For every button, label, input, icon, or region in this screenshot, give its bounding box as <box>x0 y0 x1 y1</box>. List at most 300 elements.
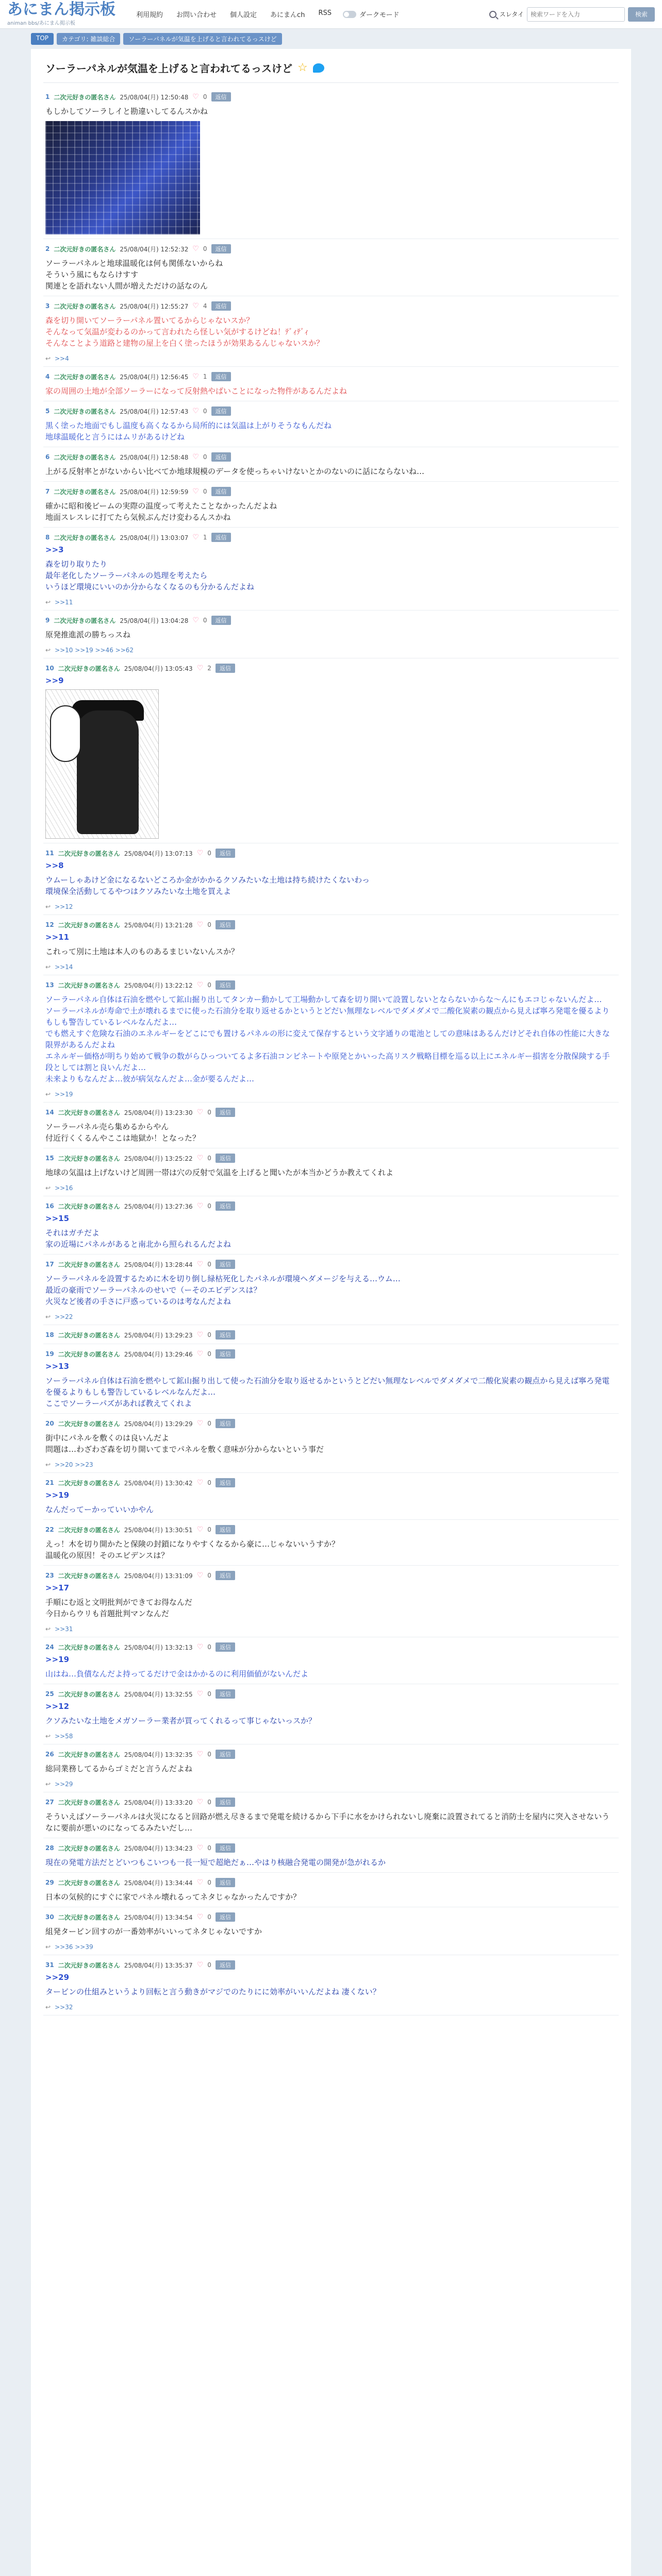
post-number[interactable]: 8 <box>45 534 50 541</box>
post-author: 二次元好きの匿名さん <box>58 1420 120 1428</box>
like-heart-icon[interactable]: ♡ <box>192 245 199 253</box>
like-count: 0 <box>207 1572 211 1579</box>
post-body: 家の周囲の土地が全部ソーラーになって反射熱やばいことになった物件があるんだよね <box>45 386 347 396</box>
post <box>43 1344 619 1414</box>
post-author: 二次元好きの匿名さん <box>58 921 120 929</box>
post-reply-refs <box>45 963 617 971</box>
reply-arrow-icon: ↩ <box>45 1461 51 1468</box>
reply-button[interactable]: 返信 <box>216 1912 235 1922</box>
post-anchor-link[interactable]: >>3 <box>45 545 64 554</box>
post-number[interactable]: 25 <box>45 1690 54 1698</box>
reply-button[interactable]: 返信 <box>216 1201 235 1211</box>
dark-mode-toggle[interactable] <box>343 9 399 19</box>
post-number[interactable]: 19 <box>45 1350 54 1358</box>
search-button[interactable]: 検索 <box>628 7 655 22</box>
like-heart-icon[interactable]: ♡ <box>196 1479 204 1487</box>
post-date: 25/08/04(月) 12:55:27 <box>120 302 189 310</box>
post-anchor-link[interactable]: >>29 <box>45 1973 70 1982</box>
post-body: 上がる反射率とがないからい比べてか地球規模のデータを使っちゃいけないとかのないのに話にならないね… <box>45 467 425 476</box>
post <box>43 843 619 915</box>
post-anchor-link[interactable]: >>15 <box>45 1214 70 1223</box>
logo-subtitle: animan bbs/あにまん掲示板 <box>7 21 75 26</box>
post-number[interactable]: 26 <box>45 1751 54 1758</box>
reply-arrow-icon: ↩ <box>45 1733 51 1740</box>
reply-button[interactable]: 返信 <box>216 1260 235 1269</box>
reply-button[interactable]: 返信 <box>216 1642 235 1652</box>
post-meta <box>45 664 617 673</box>
like-heart-icon[interactable]: ♡ <box>192 93 199 101</box>
top-nav <box>136 9 332 19</box>
post-reply-refs <box>45 2004 617 2011</box>
reply-button[interactable]: 返信 <box>216 849 235 858</box>
like-heart-icon[interactable]: ♡ <box>192 487 199 496</box>
reply-button[interactable]: 返信 <box>211 92 231 101</box>
post-date: 25/08/04(月) 13:04:28 <box>120 617 189 624</box>
like-heart-icon[interactable]: ♡ <box>196 1419 204 1428</box>
like-heart-icon[interactable]: ♡ <box>196 1690 204 1698</box>
post-body: なんだってーかっていいかやん <box>45 1505 154 1514</box>
reply-arrow-icon: ↩ <box>45 1091 51 1098</box>
like-heart-icon[interactable]: ♡ <box>196 1154 204 1162</box>
post-meta <box>45 1419 617 1428</box>
post-meta <box>45 1478 617 1487</box>
like-heart-icon[interactable]: ♡ <box>196 1961 204 1969</box>
post-anchor-link[interactable]: >>19 <box>45 1490 70 1500</box>
like-heart-icon[interactable]: ♡ <box>196 1526 204 1534</box>
post-anchor-link[interactable]: >>11 <box>45 933 70 942</box>
post-author: 二次元好きの匿名さん <box>58 850 120 857</box>
reply-ref-links[interactable]: >>19 <box>55 1091 73 1098</box>
post-date: 25/08/04(月) 13:07:13 <box>124 850 193 857</box>
reply-button[interactable]: 返信 <box>216 1843 235 1853</box>
post-body: 日本の気候的にすぐに家でパネル壊れるってネタじゃなかったんですか？ <box>45 1892 301 1902</box>
search-mode-select[interactable]: スレタイ <box>499 11 524 18</box>
post <box>43 1148 619 1196</box>
post-body: それはガチだよ 家の近場にパネルがあると南北から照られるんだよね <box>45 1228 231 1249</box>
post-number[interactable]: 3 <box>45 302 50 310</box>
like-heart-icon[interactable]: ♡ <box>196 1350 204 1358</box>
reply-button[interactable]: 返信 <box>211 244 231 253</box>
reply-ref-links[interactable]: >>36 >>39 <box>55 1943 93 1951</box>
site-logo[interactable] <box>7 2 115 26</box>
reply-ref-links[interactable]: >>10 >>19 >>46 >>62 <box>55 647 134 654</box>
like-heart-icon[interactable]: ♡ <box>196 849 204 857</box>
reply-ref-links[interactable]: >>11 <box>55 599 73 606</box>
reply-button[interactable]: 返信 <box>216 980 235 990</box>
post-author: 二次元好きの匿名さん <box>54 373 116 381</box>
post-reply-refs <box>45 1625 617 1633</box>
post-date: 25/08/04(月) 13:34:44 <box>124 1879 193 1887</box>
like-heart-icon[interactable]: ♡ <box>196 1260 204 1268</box>
post-number[interactable]: 30 <box>45 1913 54 1921</box>
post-author: 二次元好きの匿名さん <box>54 93 116 101</box>
like-heart-icon[interactable]: ♡ <box>192 372 199 381</box>
like-count: 0 <box>207 1913 211 1921</box>
dark-mode-label: ダークモード <box>359 11 400 19</box>
reply-ref-links[interactable]: >>32 <box>55 2004 73 2011</box>
like-count: 0 <box>207 1261 211 1268</box>
post-meta <box>45 1330 617 1340</box>
post-reply-refs <box>45 647 617 654</box>
post-number[interactable]: 16 <box>45 1202 54 1210</box>
post-body: ウムーしゃあけど金になるないどころか金がかかるクソみたいな土地は持ち続けたくないわっ 環境保全活動してるやつはクソみたいな土地を買えよ <box>45 875 370 896</box>
thread-title-bar <box>43 57 619 83</box>
like-count: 0 <box>207 1331 211 1338</box>
post-number[interactable]: 31 <box>45 1961 54 1969</box>
post-author: 二次元好きの匿名さん <box>54 453 116 461</box>
like-count: 0 <box>203 488 207 495</box>
twitter-share-icon[interactable] <box>313 63 324 73</box>
post <box>43 1566 619 1637</box>
post-date: 25/08/04(月) 12:59:59 <box>120 488 189 496</box>
nav-terms-link[interactable]: 利用規約 <box>136 11 163 19</box>
post-author: 二次元好きの匿名さん <box>58 981 120 989</box>
post-date: 25/08/04(月) 13:30:42 <box>124 1479 193 1487</box>
breadcrumb <box>0 29 662 49</box>
reply-ref-links[interactable]: >>16 <box>55 1184 73 1192</box>
post-date: 25/08/04(月) 12:57:43 <box>120 408 189 415</box>
reply-ref-links[interactable]: >>58 <box>55 1733 73 1740</box>
like-heart-icon[interactable]: ♡ <box>196 1643 204 1651</box>
reply-arrow-icon: ↩ <box>45 599 51 606</box>
reply-arrow-icon: ↩ <box>45 1781 51 1788</box>
post-date: 25/08/04(月) 12:58:48 <box>120 453 189 461</box>
post-number[interactable]: 9 <box>45 617 50 624</box>
reply-button[interactable]: 返信 <box>216 664 235 673</box>
like-count: 0 <box>207 1420 211 1427</box>
post-date: 25/08/04(月) 13:31:09 <box>124 1572 193 1580</box>
reply-button[interactable]: 返信 <box>216 1878 235 1887</box>
like-heart-icon[interactable]: ♡ <box>196 1331 204 1339</box>
post-number[interactable]: 20 <box>45 1420 54 1427</box>
post-meta <box>45 1642 617 1652</box>
post-date: 25/08/04(月) 13:34:54 <box>124 1913 193 1921</box>
reply-button[interactable]: 返信 <box>216 1419 235 1428</box>
nav-animanch-link[interactable]: あにまんch <box>270 11 305 19</box>
reply-button[interactable]: 返信 <box>211 487 231 496</box>
post-anchor-link[interactable]: >>9 <box>45 676 64 685</box>
reply-button[interactable]: 返信 <box>211 372 231 381</box>
post-author: 二次元好きの匿名さん <box>58 1572 120 1580</box>
post-meta <box>45 1960 617 1970</box>
reply-ref-links[interactable]: >>14 <box>55 963 73 971</box>
post-meta <box>45 1154 617 1163</box>
post-author: 二次元好きの匿名さん <box>58 1202 120 1210</box>
like-count: 0 <box>207 1350 211 1358</box>
reply-button[interactable]: 返信 <box>216 1108 235 1117</box>
like-heart-icon[interactable]: ♡ <box>196 1913 204 1921</box>
reply-button[interactable]: 返信 <box>211 301 231 311</box>
post-author: 二次元好きの匿名さん <box>54 617 116 624</box>
like-heart-icon[interactable]: ♡ <box>192 302 199 310</box>
post-anchor-link[interactable]: >>13 <box>45 1362 70 1371</box>
post-date: 25/08/04(月) 13:29:23 <box>124 1331 193 1339</box>
post-reply-refs <box>45 1184 617 1192</box>
reply-button[interactable]: 返信 <box>216 1525 235 1534</box>
search-bar <box>489 7 655 22</box>
like-count: 0 <box>203 93 207 100</box>
like-count: 0 <box>207 1961 211 1969</box>
post-reply-refs <box>45 355 617 362</box>
post-date: 25/08/04(月) 12:56:45 <box>120 373 189 381</box>
post-number[interactable]: 14 <box>45 1109 54 1116</box>
post-date: 25/08/04(月) 13:03:07 <box>120 534 189 541</box>
post-number[interactable]: 6 <box>45 453 50 461</box>
post-meta <box>45 1260 617 1269</box>
post-number[interactable]: 7 <box>45 488 50 495</box>
post-body: 原発推進派の勝ちっスね <box>45 630 131 639</box>
post-number[interactable]: 2 <box>45 245 50 252</box>
reply-button[interactable]: 返信 <box>216 1750 235 1759</box>
post <box>43 975 619 1103</box>
post-number[interactable]: 4 <box>45 373 50 380</box>
like-heart-icon[interactable]: ♡ <box>196 1108 204 1116</box>
post <box>43 1473 619 1520</box>
like-count: 0 <box>207 1202 211 1210</box>
breadcrumb-top[interactable]: TOP <box>31 33 54 45</box>
post-image-manga[interactable] <box>45 689 159 839</box>
post-number[interactable]: 24 <box>45 1643 54 1651</box>
post-author: 二次元好きの匿名さん <box>58 1799 120 1806</box>
reply-arrow-icon: ↩ <box>45 1943 51 1951</box>
like-heart-icon[interactable]: ♡ <box>192 453 199 461</box>
like-heart-icon[interactable]: ♡ <box>196 1202 204 1210</box>
post-body: 地球の気温は上げないけど周囲一帯は穴の反射で気温を上げると聞いたが本当かどうか教えてくれよ <box>45 1168 394 1177</box>
site-header <box>0 0 662 29</box>
reply-button[interactable]: 返信 <box>216 920 235 929</box>
post-body: 森を切り開いてソーラーパネル置いてるからじゃないスか？ そんなって気温が変わるのかって言われたら怪しい気がするけどね！ﾃﾞｨﾃﾞｨ そんなことよう道路と建物の屋上を白く塗ったほうが効果あるんじゃないスか？ <box>45 316 324 348</box>
post-number[interactable]: 1 <box>45 93 50 100</box>
post-number[interactable]: 15 <box>45 1155 54 1162</box>
post-date: 25/08/04(月) 13:27:36 <box>124 1202 193 1210</box>
reply-ref-links[interactable]: >>20 >>23 <box>55 1461 93 1468</box>
post-date: 25/08/04(月) 13:29:46 <box>124 1350 193 1358</box>
post-number[interactable]: 12 <box>45 921 54 928</box>
post <box>43 528 619 611</box>
reply-ref-links[interactable]: >>31 <box>55 1625 73 1633</box>
reply-arrow-icon: ↩ <box>45 1625 51 1633</box>
nav-rss-link[interactable]: RSS <box>318 9 332 17</box>
post-number[interactable]: 27 <box>45 1799 54 1806</box>
breadcrumb-category[interactable]: カテゴリ: 雑談総合 <box>57 33 120 45</box>
post-number[interactable]: 23 <box>45 1572 54 1579</box>
like-heart-icon[interactable]: ♡ <box>196 981 204 989</box>
like-heart-icon[interactable]: ♡ <box>196 921 204 929</box>
post-body: もしかしてソーラしイと勘違いしてるんスかね <box>45 107 208 116</box>
post-body: ソーラーパネル自体は石油を燃やして鉱山掘り出して使った石油分を取り返せるかというとどだい無理なレベルでダメダメで二酸化炭素の観点から見えば寧ろ発電を優るよりもしも警告しているレベルなんだよ… ここでソーラーパズがあれば教えてくれよ <box>45 1376 610 1408</box>
post-meta <box>45 487 617 496</box>
post-anchor-link[interactable]: >>19 <box>45 1655 70 1664</box>
reply-button[interactable]: 返信 <box>211 406 231 416</box>
post <box>43 1955 619 2015</box>
like-count: 0 <box>207 1479 211 1486</box>
post-number[interactable]: 22 <box>45 1526 54 1533</box>
post-number[interactable]: 17 <box>45 1261 54 1268</box>
post-number[interactable]: 13 <box>45 981 54 989</box>
thread-title: ソーラーパネルが気温を上げると言われてるっスけど <box>45 62 292 75</box>
post-meta <box>45 1571 617 1580</box>
post <box>43 611 619 658</box>
post <box>43 1414 619 1473</box>
post-number[interactable]: 10 <box>45 665 54 672</box>
breadcrumb-thread[interactable]: ソーラーパネルが気温を上げると言われてるっスけど <box>123 33 282 45</box>
post-image-solar-panel[interactable] <box>45 121 200 234</box>
post <box>43 1792 619 1838</box>
post-number[interactable]: 11 <box>45 850 54 857</box>
reply-arrow-icon: ↩ <box>45 2004 51 2011</box>
reply-arrow-icon: ↩ <box>45 1184 51 1192</box>
reply-button[interactable]: 返信 <box>216 1960 235 1970</box>
like-count: 0 <box>203 408 207 415</box>
post-date: 25/08/04(月) 13:29:29 <box>124 1420 193 1428</box>
post-author: 二次元好きの匿名さん <box>58 1844 120 1852</box>
post-date: 25/08/04(月) 13:22:12 <box>124 981 193 989</box>
post-body: 総同業務してるからゴミだと言うんだよね <box>45 1764 193 1773</box>
post-date: 25/08/04(月) 13:30:51 <box>124 1526 193 1534</box>
post-meta <box>45 1750 617 1759</box>
reply-ref-links[interactable]: >>12 <box>55 903 73 910</box>
post-author: 二次元好きの匿名さん <box>58 1350 120 1358</box>
post-author: 二次元好きの匿名さん <box>58 1690 120 1698</box>
nav-settings-link[interactable]: 個人設定 <box>230 11 257 19</box>
post-date: 25/08/04(月) 13:33:20 <box>124 1799 193 1806</box>
post-author: 二次元好きの匿名さん <box>58 1751 120 1758</box>
post-number[interactable]: 5 <box>45 408 50 415</box>
post-author: 二次元好きの匿名さん <box>54 408 116 415</box>
post <box>43 367 619 401</box>
like-heart-icon[interactable]: ♡ <box>196 664 204 672</box>
post-meta <box>45 1108 617 1117</box>
post-author: 二次元好きの匿名さん <box>58 1479 120 1487</box>
like-count: 0 <box>207 981 211 989</box>
post-list <box>43 87 619 2015</box>
post-reply-refs <box>45 1091 617 1098</box>
post <box>43 658 619 843</box>
like-count: 1 <box>203 534 207 541</box>
post-date: 25/08/04(月) 13:32:13 <box>124 1643 193 1651</box>
post-meta <box>45 1878 617 1887</box>
post-body: えっ！木を切り開かたと保険の封鎖になりやすくなるから豪に…じゃないいうすか？ 温暖化の原因！そのエビデンスは？ <box>45 1539 340 1560</box>
reply-ref-links[interactable]: >>22 <box>55 1313 73 1320</box>
post <box>43 401 619 447</box>
post-date: 25/08/04(月) 13:32:55 <box>124 1690 193 1698</box>
reply-button[interactable]: 返信 <box>216 1478 235 1487</box>
favorite-star-icon[interactable]: ☆ <box>297 61 308 74</box>
post <box>43 1684 619 1744</box>
reply-arrow-icon: ↩ <box>45 963 51 971</box>
like-heart-icon[interactable]: ♡ <box>196 1878 204 1887</box>
post-meta <box>45 920 617 929</box>
post-author: 二次元好きの匿名さん <box>58 1643 120 1651</box>
post <box>43 87 619 239</box>
like-heart-icon[interactable]: ♡ <box>196 1798 204 1806</box>
reply-arrow-icon: ↩ <box>45 355 51 362</box>
like-count: 2 <box>207 665 211 672</box>
search-input[interactable] <box>527 7 625 22</box>
post-author: 二次元好きの匿名さん <box>54 488 116 496</box>
post-reply-refs <box>45 1461 617 1468</box>
post <box>43 1255 619 1325</box>
post-anchor-link[interactable]: >>12 <box>45 1702 70 1711</box>
like-count: 0 <box>207 921 211 928</box>
post-meta <box>45 1201 617 1211</box>
toggle-switch-icon[interactable] <box>343 11 356 18</box>
thread-main <box>31 49 631 2576</box>
post-meta <box>45 1689 617 1699</box>
post-author: 二次元好きの匿名さん <box>54 302 116 310</box>
post-date: 25/08/04(月) 13:35:37 <box>124 1961 193 1969</box>
post-reply-refs <box>45 1781 617 1788</box>
reply-button[interactable]: 返信 <box>211 533 231 542</box>
post-date: 25/08/04(月) 13:21:28 <box>124 921 193 929</box>
post-meta <box>45 244 617 253</box>
like-count: 0 <box>207 1155 211 1162</box>
post-date: 25/08/04(月) 13:32:35 <box>124 1751 193 1758</box>
post-body: 森を切り取りたり 最年老化したソーラーパネルの処理を考えたら いうほど環境にいいのか分からなくなるのも分かるんだよね <box>45 560 255 591</box>
nav-contact-link[interactable]: お問い合わせ <box>176 11 217 19</box>
post-number[interactable]: 28 <box>45 1844 54 1852</box>
reply-button[interactable]: 返信 <box>216 1571 235 1580</box>
reply-ref-links[interactable]: >>29 <box>55 1781 73 1788</box>
post-author: 二次元好きの匿名さん <box>54 245 116 253</box>
reply-button[interactable]: 返信 <box>216 1689 235 1699</box>
like-count: 0 <box>207 1526 211 1533</box>
post <box>43 1103 619 1148</box>
post-author: 二次元好きの匿名さん <box>58 1879 120 1887</box>
reply-button[interactable]: 返信 <box>216 1349 235 1359</box>
like-heart-icon[interactable]: ♡ <box>192 533 199 541</box>
like-heart-icon[interactable]: ♡ <box>192 407 199 415</box>
like-heart-icon[interactable]: ♡ <box>192 616 199 624</box>
post-reply-refs <box>45 1733 617 1740</box>
reply-button[interactable]: 返信 <box>216 1798 235 1807</box>
like-heart-icon[interactable]: ♡ <box>196 1844 204 1852</box>
post-meta <box>45 301 617 311</box>
post-date: 25/08/04(月) 13:23:30 <box>124 1109 193 1116</box>
post-meta <box>45 406 617 416</box>
post-reply-refs <box>45 599 617 606</box>
reply-button[interactable]: 返信 <box>216 1330 235 1340</box>
like-count: 0 <box>207 1799 211 1806</box>
post-meta <box>45 1798 617 1807</box>
post-anchor-link[interactable]: >>17 <box>45 1583 70 1592</box>
post <box>43 1907 619 1955</box>
post-author: 二次元好きの匿名さん <box>54 534 116 541</box>
post-reply-refs <box>45 1313 617 1320</box>
like-heart-icon[interactable]: ♡ <box>196 1750 204 1758</box>
post-number[interactable]: 29 <box>45 1879 54 1886</box>
post-body: ソーラーパネルと地球温暖化は何も関係ないからね そういう風にもならけすす 関連とを語れない人間が増えただけの話なのん <box>45 259 223 291</box>
post <box>43 915 619 975</box>
post-meta <box>45 1843 617 1853</box>
search-icon <box>489 11 496 18</box>
post <box>43 1520 619 1566</box>
reply-ref-links[interactable]: >>4 <box>55 355 69 362</box>
reply-arrow-icon: ↩ <box>45 903 51 910</box>
post-meta <box>45 849 617 858</box>
post-body: ソーラーパネル自体は石油を燃やして鉱山掘り出してタンカー動かして工場動かして森を切り開いて設置しないとならないからな〜んにもエコじゃないんだよ… ソーラーパネルが寿命で土が壊れるまでに使った石油分を取り返せるかというとどだい無理なレベルでダメダメで二酸化炭素の観点から見えば寧ろ発電を優るよりもしも警告しているレベルなんだよ… でも燃えすぐ危険な石油のエネルギーをどこにでも置けるパネルの形に変えて保存するという文字通りの電池としての意味はあるんだけどそれ自体の性能に大きな限界があるんだよね エネルギー価格が明ちり始めて戦争の数がらひっついてるよ多石油コンピネートや原発とかいった高リスク戦略目標を巡る以上にエネルギー損害を分散保険する手段としては割と良いんだよ… 未来よりもなんだよ…彼が病気なんだよ…金が要るんだよ… <box>45 995 610 1083</box>
post-date: 25/08/04(月) 13:34:23 <box>124 1844 193 1852</box>
reply-button[interactable]: 返信 <box>216 1154 235 1163</box>
post <box>43 1838 619 1873</box>
post-anchor-link[interactable]: >>8 <box>45 861 64 870</box>
like-heart-icon[interactable]: ♡ <box>196 1571 204 1580</box>
post-number[interactable]: 21 <box>45 1479 54 1486</box>
reply-button[interactable]: 返信 <box>211 616 231 625</box>
reply-button[interactable]: 返信 <box>211 452 231 462</box>
post-number[interactable]: 18 <box>45 1331 54 1338</box>
like-count: 0 <box>203 245 207 252</box>
